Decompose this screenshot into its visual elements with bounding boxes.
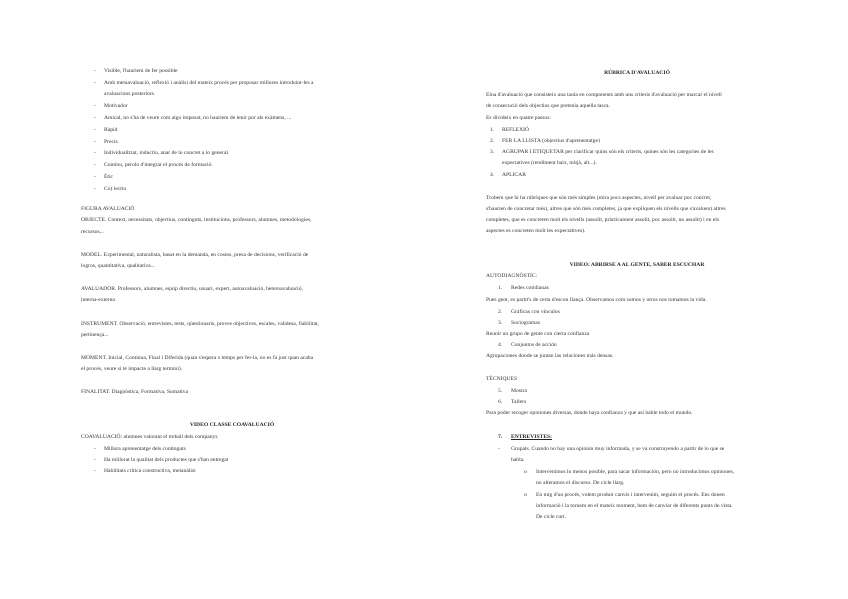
list-item: Amical, no s'ha de veure com algo imposat, no hauriem de tenir por als exàmens, ...: [104, 115, 292, 121]
bullet-dash: -: [94, 446, 96, 452]
list-item: Sociogramas: [511, 320, 540, 326]
list-item: Visible, l'hauriem de fer possible: [104, 68, 178, 74]
paragraph-line: pertinença...: [81, 332, 109, 338]
paragraph-line: Reunir un grupo de gente con cierta confianza: [486, 331, 590, 337]
paragraph-line: INSTRUMENT. Observació, entrevistes, tests, qüestionaris, proves objectives, escales, validesa, fiabilitat,: [81, 321, 319, 327]
paragraph-line: AVALUADOR. Professors, alumnes, equip directiu, usuari, expert, autoavaluació, heteroavaluació,: [81, 286, 303, 292]
paragraph-line: recursos...: [81, 229, 104, 235]
sub-list-item: Intervenimos lo menos posible, para sacar información, pero no introducimos opiniones,: [536, 469, 735, 475]
bullet-dash: -: [94, 127, 96, 133]
item-number: 3.: [498, 320, 503, 326]
paragraph-line: COAVALUACIÓ: alumnes valorant el treball dels companys: [81, 434, 218, 440]
paragraph-line: s'haurien de concretar més), altres que són més completes, ja que expliquen els nivells que s'avaluen) altres: [486, 206, 726, 212]
step-number: 1.: [490, 127, 495, 133]
list-item: Precís: [104, 139, 118, 145]
list-item-continuation: avaluacions posteriors.: [104, 91, 156, 97]
bullet-dash: -: [498, 446, 500, 452]
paragraph-line: completes, que es concreten molt els nivells (assolit, pràcticament assolit, poc assolit, no assolit) i en els: [486, 217, 720, 223]
bullet-dash: -: [94, 457, 96, 463]
bullet-dash: -: [94, 174, 96, 180]
bullet-dash: -: [94, 162, 96, 168]
step-item: FER LA LLISTA (objectius d'aprenentatge): [502, 138, 600, 144]
paragraph-line: Es divideix en quatre passos:: [486, 115, 551, 121]
right-page: [424, 0, 848, 599]
list-item: Individualitzat, inductiu, anar de lo concret a lo general.: [104, 150, 230, 156]
bullet-dash: -: [94, 103, 96, 109]
sub-list-item-continuation: no alteramos el discurso. De cicle llarg.: [536, 480, 625, 486]
step-number: 2.: [490, 138, 495, 144]
list-item: Habilitats crítica constructiva, metanàlisi: [104, 468, 196, 474]
bullet-dash: -: [94, 80, 96, 86]
paragraph-line: Eina d'avaluació que consisteix una taula en components amb uns criteris d'avaluació per marcar el nivell: [486, 92, 722, 98]
paragraph-line: el procés, veure si té impacte a llarg termini).: [81, 366, 183, 372]
item-number: 5.: [498, 388, 503, 394]
paragraph-line: interna-externa: [81, 297, 115, 303]
item-number: 6.: [498, 399, 503, 405]
list-item-continuation: habla.: [511, 457, 525, 463]
list-item: Grupals. Cuando no hay una opinion muy informada, y se va construyendo a partir de lo que se: [511, 446, 725, 452]
list-item: Co) lectiu: [104, 186, 127, 192]
list-item: Redes cotidianas: [511, 285, 549, 291]
rubrica-title: RÚBRICA D'AVALUACIÓ: [604, 70, 670, 76]
item-number: 4.: [498, 342, 503, 348]
list-item: Ha millorat la qualitat dels productes que s'han entregat: [104, 457, 229, 463]
step-item-continuation: expectatives (rendiment baix, mitjà, alt...).: [502, 160, 597, 166]
entrevistes-heading: ENTREVISTES:: [511, 434, 553, 440]
step-number: 4.: [490, 172, 495, 178]
paragraph-line: Trobem que hi ha rúbriques que són més simples (mira pocs aspectes, nivell per avaluar poc concret,: [486, 195, 712, 201]
list-item: Conjuntos de acción: [511, 342, 557, 348]
bullet-dash: -: [94, 139, 96, 145]
paragraph-line: OBJECTE. Context, necessitats, objectius, continguts, institucions, professors, alumnes, metodologies,: [81, 217, 312, 223]
list-item: Gráficas con vínculos: [511, 309, 560, 315]
bullet-dash: -: [94, 150, 96, 156]
step-item: AGRUPAR I ETIQUETAR per clarificar quins són els criteris, quines són les categories de les: [502, 149, 714, 155]
paragraph-line: Pues gent, es partit's de certa d'escon fiança. Observamos com somos y otros nos tomamos la vida.: [486, 297, 707, 303]
item-number: 2.: [498, 309, 503, 315]
bullet-circle: o: [524, 492, 527, 498]
list-item: Tallers: [511, 399, 527, 405]
item-number: 7.: [498, 434, 503, 440]
paragraph-line: MOMENT. Inicial, Continua, Final i Diferida (quan s'espera x temps per fer-la, no es fa just quan acaba: [81, 355, 314, 361]
paragraph-line: aspectes es concreten molt les expectatives).: [486, 228, 586, 234]
sub-list-item-continuation: informació i la tornem en el mateix moment, hem de canviar de diferents punts de vista.: [536, 503, 733, 509]
bullet-circle: o: [524, 469, 527, 475]
list-item: Ètic: [104, 174, 114, 180]
sub-list-item: En mig d'un procés, volem produir canvis i intervenim, seguim el procés. Ens donen: [536, 492, 725, 498]
sub-list-item-continuation: De cicle curt.: [536, 514, 566, 520]
list-item: Mostra: [511, 388, 527, 394]
item-number: 1.: [498, 285, 503, 291]
paragraph-line: logros, quantitativa, qualitativa...: [81, 263, 155, 269]
step-number: 3.: [490, 149, 495, 155]
video-title: VIDEO CLASSE COAVALUACIÓ: [189, 422, 275, 428]
list-item: Millora aprenentatge dels continguts: [104, 446, 186, 452]
list-item: Amb metaavaluació, reflexió i anàlisi del mateix procés per proposar millores introduint-les a: [104, 80, 314, 86]
bullet-dash: -: [94, 468, 96, 474]
bullet-dash: -: [94, 186, 96, 192]
section-heading: AUTODIAGNÒSTIC:: [486, 273, 538, 279]
bullet-dash: -: [94, 68, 96, 74]
paragraph-line: MODEL. Experimental, naturalista, basat en la demanda, en costos, presa de decisions, verificació de: [81, 252, 309, 258]
section-heading: TÈCNIQUES: [486, 376, 518, 382]
bullet-dash: -: [94, 115, 96, 121]
paragraph-line: de consecució dels objectius que pretenia aquella tasca.: [486, 103, 610, 109]
step-item: REFLEXIÓ: [502, 127, 530, 133]
list-item: Motivador: [104, 103, 128, 109]
step-item: APLICAR: [502, 172, 526, 178]
list-item: Ràpid: [104, 127, 118, 133]
section-heading: FIGURA AVALUACIÓ: [81, 206, 135, 212]
paragraph-line: Para poder recoger opiniones diversas, donde haya confianza y que así hable todo el mundo.: [486, 410, 693, 416]
paragraph-line: FINALITAT. Diagnòstica, Formativa, Sumativa: [81, 389, 188, 395]
video-title: VIDEO: ABRIRSE A AL GENTE, SABER ESCUCHAR: [569, 262, 705, 268]
list-item: Contínu, perolo d'integrar el procés de formació.: [104, 162, 213, 168]
paragraph-line: Agrupaciones donde se juntan las relaciones más densas.: [486, 353, 614, 359]
